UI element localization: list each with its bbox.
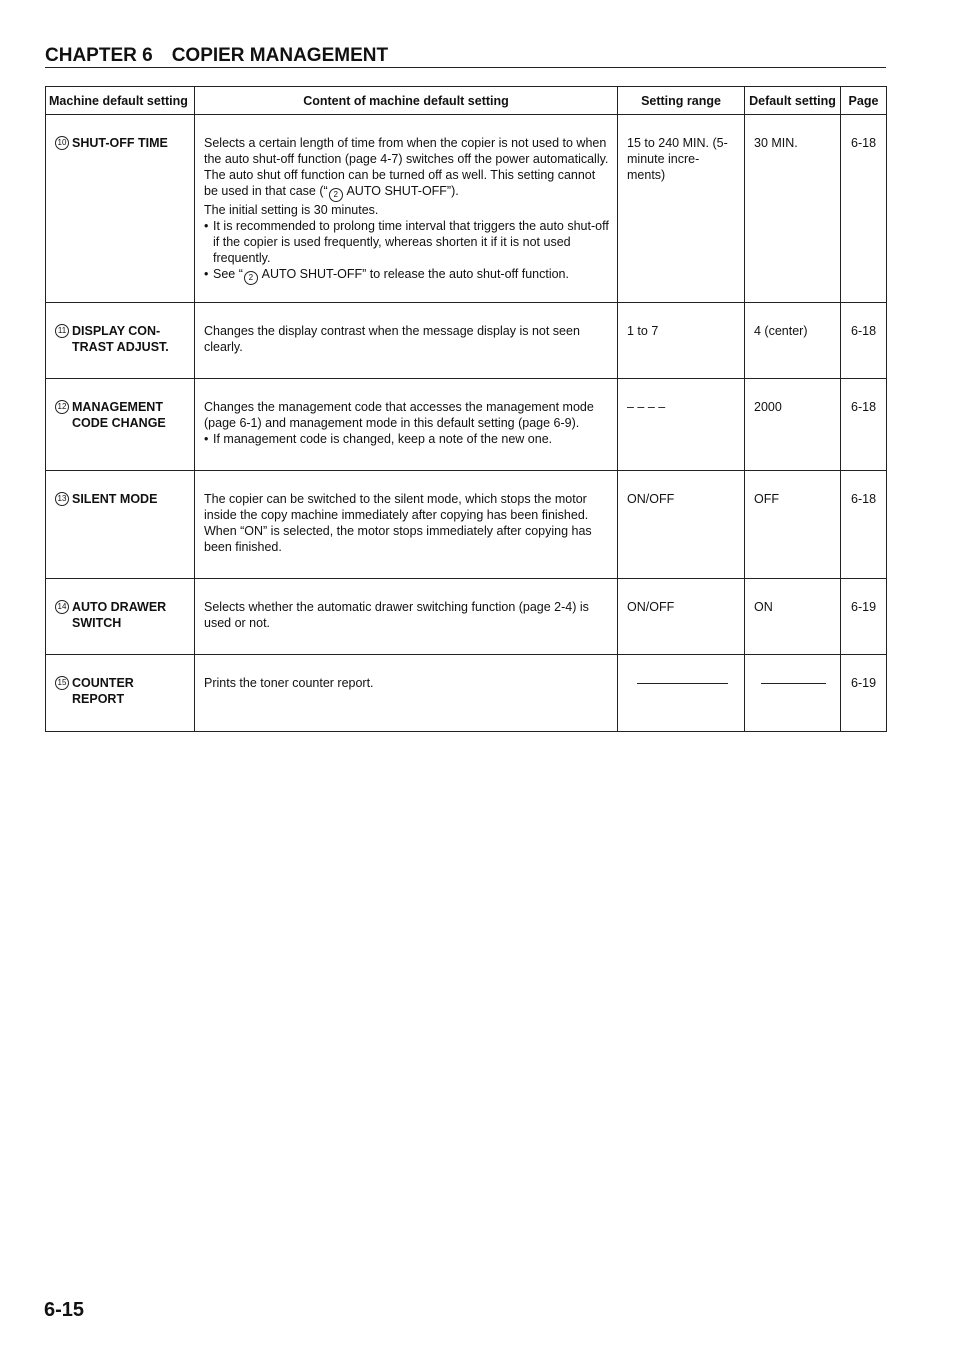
setting-name-cell — [46, 471, 195, 579]
description-text: The initial setting is 30 minutes. — [204, 203, 379, 217]
page-number: 6-15 — [44, 1299, 85, 1321]
setting-name-cell — [46, 655, 195, 732]
chapter-title: COPIER MANAGEMENT — [171, 45, 389, 66]
item-number-badge: 12 — [55, 400, 69, 414]
column-header-setting-range: Setting range — [618, 87, 745, 115]
setting-name: MANAGEMENT — [72, 400, 163, 414]
bullet-item: • It is recommended to prolong time interval that triggers the auto shut-off if the copier is used frequently, whereas shorten it if it is not used frequently. — [204, 219, 609, 265]
table-row-silent-mode — [46, 471, 887, 579]
page-ref-cell: 6-19 — [841, 655, 887, 732]
description-text: Selects a certain length of time from when the copier is not used to when the auto shut-off function (page 4-7) switches off the power automatically. The auto shut off function can be turned off as well. This setting cannot be used in that case (“ — [204, 136, 609, 198]
column-header-machine-default-setting: Machine default setting — [46, 87, 195, 115]
setting-name: DISPLAY CON- — [72, 324, 161, 338]
default-setting-cell: OFF — [745, 471, 841, 579]
setting-description-cell: Prints the toner counter report. — [195, 655, 618, 732]
setting-name: AUTO DRAWER — [72, 600, 167, 614]
chapter-heading — [45, 44, 886, 68]
table-row-auto-drawer-switch — [46, 579, 887, 655]
setting-range-cell: ON/OFF — [618, 471, 745, 579]
table-row-counter-report — [46, 655, 887, 732]
setting-description-cell — [195, 379, 618, 471]
item-number-badge: 11 — [55, 324, 69, 338]
not-applicable-line — [637, 675, 728, 684]
table-row-shut-off-time — [46, 115, 887, 303]
description-text: Changes the management code that accesses the management mode (page 6-1) and management mode in this default setting (page 6-9). — [204, 400, 594, 430]
page-ref-cell: 6-19 — [841, 579, 887, 655]
column-header-content: Content of machine default setting — [195, 87, 618, 115]
table-row-management-code-change — [46, 379, 887, 471]
default-setting-cell: 4 (center) — [745, 303, 841, 379]
page-ref-cell: 6-18 — [841, 115, 887, 303]
setting-range-cell — [618, 655, 745, 732]
column-header-default-setting: Default setting — [745, 87, 841, 115]
page-ref-cell: 6-18 — [841, 379, 887, 471]
bullet-item: • If management code is changed, keep a note of the new one. — [204, 432, 553, 446]
setting-name-cell — [46, 579, 195, 655]
setting-range-cell: 1 to 7 — [618, 303, 745, 379]
page-ref-cell: 6-18 — [841, 471, 887, 579]
setting-description-cell: Selects whether the automatic drawer switching function (page 2-4) is used or not. — [195, 579, 618, 655]
item-number-badge: 13 — [55, 492, 69, 506]
setting-description-cell: The copier can be switched to the silent mode, which stops the motor inside the copy machine immediately after copying has been finished. When “ON” is selected, the motor stops immediately after copying has been finished. — [195, 471, 618, 579]
item-number-badge: 15 — [55, 676, 69, 690]
setting-name: COUNTER — [72, 676, 134, 690]
setting-description-cell: Changes the display contrast when the message display is not seen clearly. — [195, 303, 618, 379]
default-setting-cell: 2000 — [745, 379, 841, 471]
table-header-row — [46, 87, 887, 115]
setting-name: CODE CHANGE — [72, 416, 166, 430]
setting-range-cell: – – – – — [618, 379, 745, 471]
reference-number-badge: 2 — [244, 271, 258, 285]
item-number-badge: 14 — [55, 600, 69, 614]
setting-name: SWITCH — [72, 616, 122, 630]
default-settings-table — [45, 86, 887, 732]
table-row-display-contrast-adjust — [46, 303, 887, 379]
setting-name-cell — [46, 115, 195, 303]
setting-name: REPORT — [72, 692, 125, 706]
bullet-item: • See “ 2 AUTO SHUT-OFF” to release the auto shut-off function. — [204, 266, 609, 285]
setting-name: TRAST ADJUST. — [72, 340, 169, 354]
setting-name-cell — [46, 303, 195, 379]
default-setting-cell — [745, 655, 841, 732]
page-ref-cell: 6-18 — [841, 303, 887, 379]
setting-name-cell — [46, 379, 195, 471]
description-text: AUTO SHUT-OFF”). — [343, 184, 459, 198]
setting-name: SILENT MODE — [72, 492, 158, 506]
default-setting-cell: ON — [745, 579, 841, 655]
setting-range-cell: 15 to 240 MIN. (5-minute incre-ments) — [618, 115, 745, 303]
setting-description-cell — [195, 115, 618, 303]
default-setting-cell: 30 MIN. — [745, 115, 841, 303]
not-applicable-line — [761, 675, 826, 684]
column-header-page: Page — [841, 87, 887, 115]
setting-name: SHUT-OFF TIME — [72, 136, 168, 150]
item-number-badge: 10 — [55, 136, 69, 150]
reference-number-badge: 2 — [329, 188, 343, 202]
setting-range-cell: ON/OFF — [618, 579, 745, 655]
chapter-number: CHAPTER 6 — [45, 45, 153, 66]
